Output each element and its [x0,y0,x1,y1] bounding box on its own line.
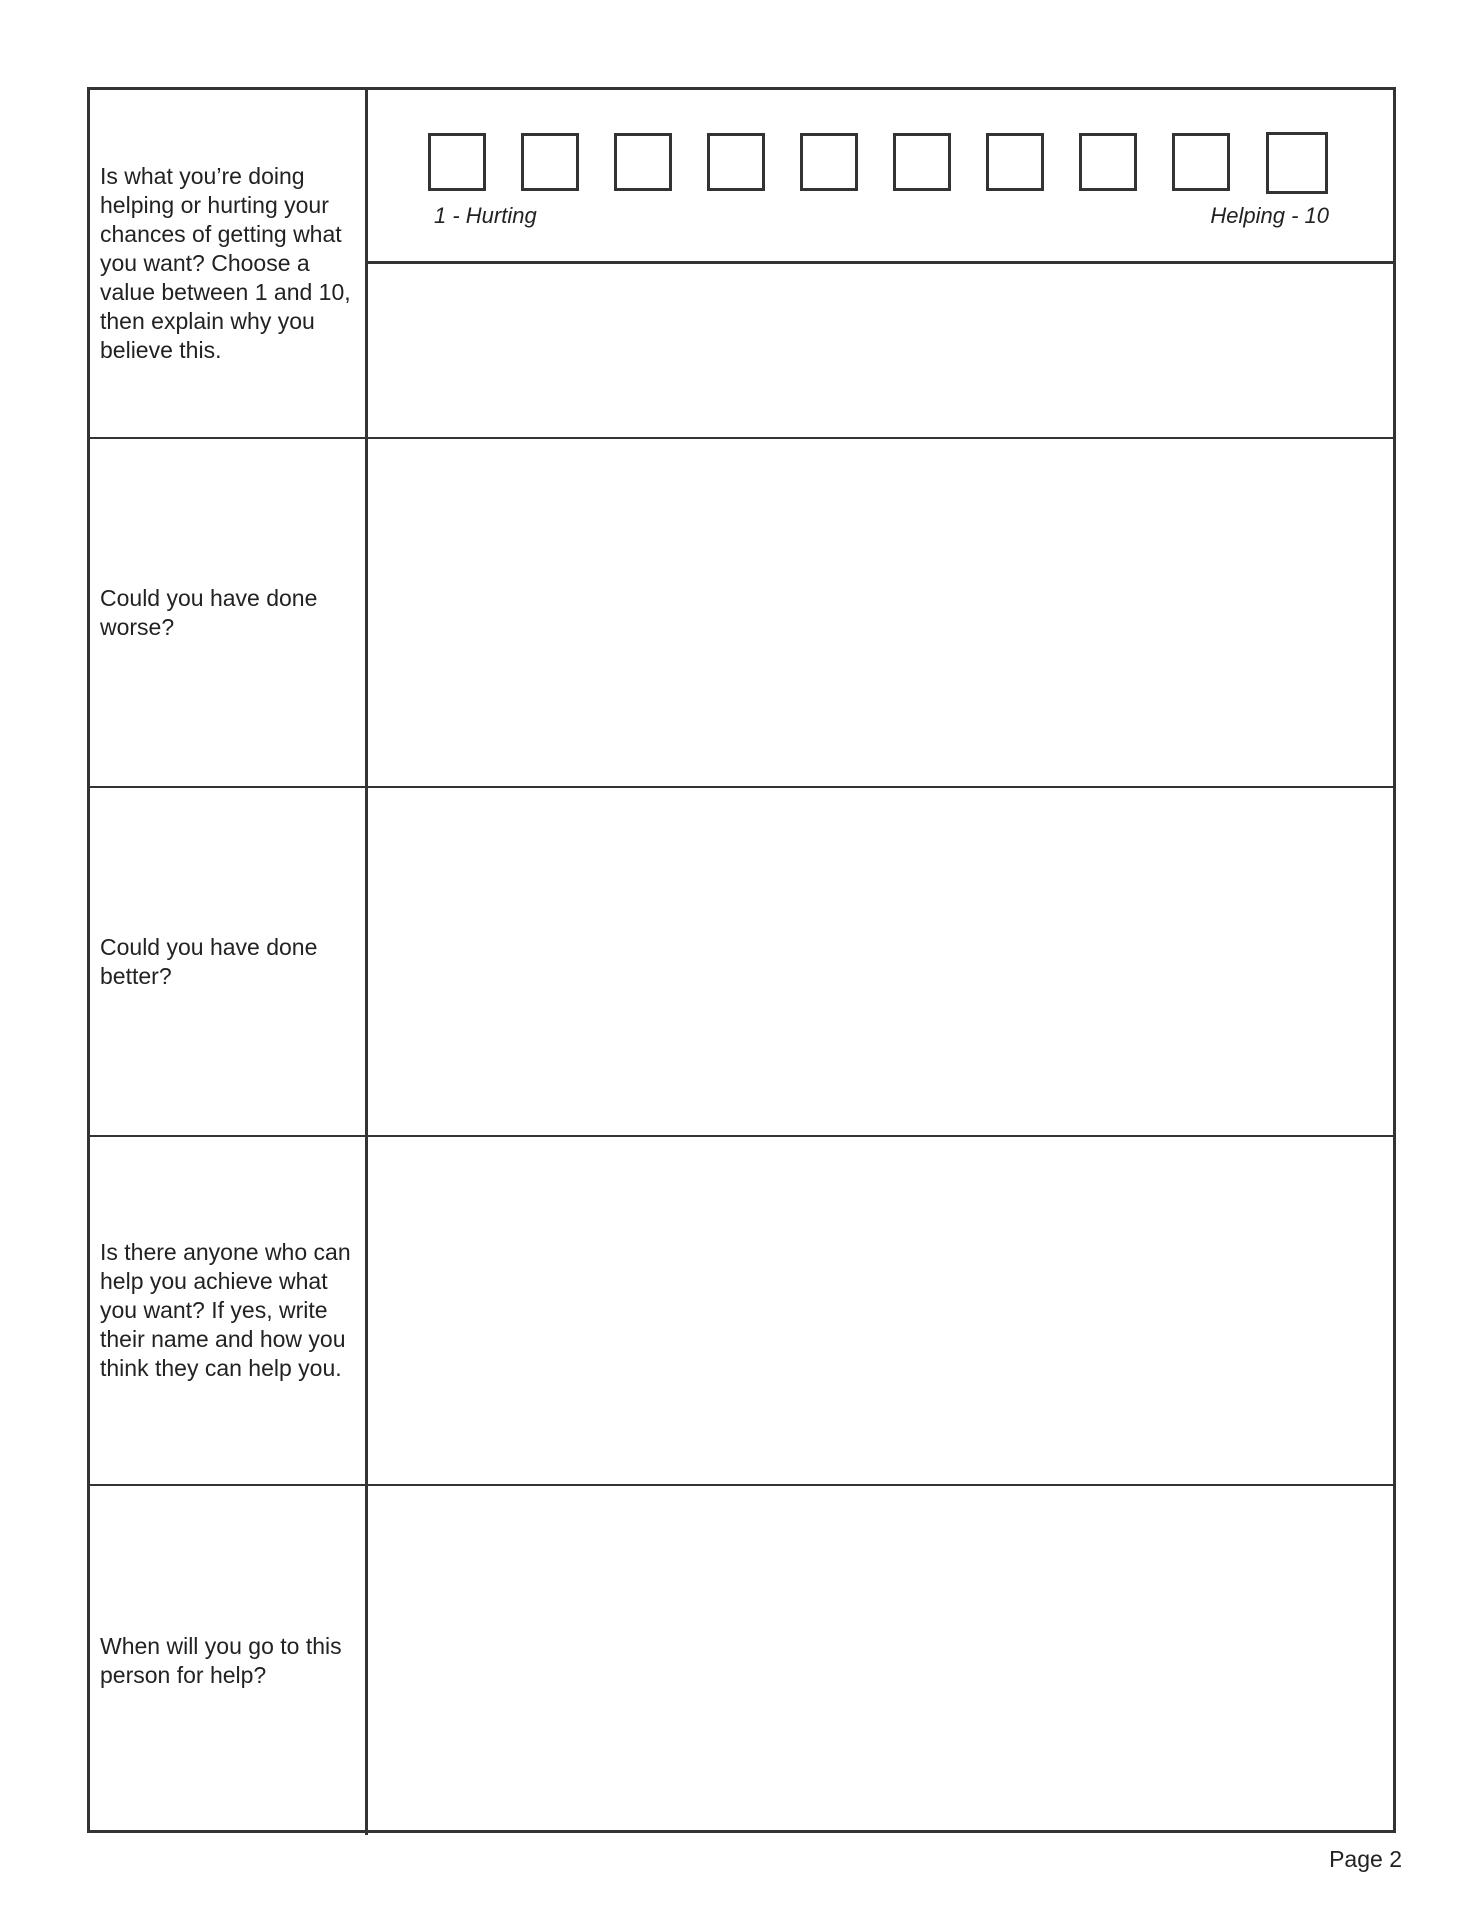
answer-field[interactable] [368,1486,1393,1835]
rating-checkbox-group [428,133,1334,197]
question-cell [90,90,368,437]
table-row [90,1137,1393,1486]
scale-low-label: 1 - Hurting [434,203,537,228]
explanation-field[interactable] [368,264,1393,437]
question-cell [90,1486,368,1835]
question-label: Could you have done worse? [100,584,318,640]
rating-checkbox-4[interactable] [707,133,765,191]
rating-scale [368,90,1393,264]
worksheet-table [87,87,1396,1833]
answer-cell [368,90,1393,437]
rating-checkbox-9[interactable] [1172,133,1230,191]
rating-checkbox-1[interactable] [428,133,486,191]
table-row [90,90,1393,439]
page-number: Page 2 [1329,1846,1402,1872]
table-row [90,439,1393,788]
rating-checkbox-3[interactable] [614,133,672,191]
rating-checkbox-6[interactable] [893,133,951,191]
question-label: Could you have done better? [100,933,318,989]
rating-checkbox-5[interactable] [800,133,858,191]
table-row [90,788,1393,1137]
question-cell [90,1137,368,1484]
answer-field[interactable] [368,788,1393,1135]
answer-field[interactable] [368,1137,1393,1484]
question-cell [90,788,368,1135]
question-label: When will you go to this person for help? [100,1632,342,1688]
rating-checkbox-10[interactable] [1266,132,1328,194]
question-label: Is there anyone who can help you achieve what you want? If yes, write their name and how you think they can help you. [100,1239,351,1381]
question-cell [90,439,368,786]
rating-checkbox-8[interactable] [1079,133,1137,191]
answer-field[interactable] [368,439,1393,786]
table-row [90,1486,1393,1835]
rating-checkbox-7[interactable] [986,133,1044,191]
rating-checkbox-2[interactable] [521,133,579,191]
question-label: Is what you’re doing helping or hurting your chances of getting what you want? Choose a value between 1 and 10, then explain why you believe this. [100,163,351,363]
scale-high-label: Helping - 10 [1210,203,1329,228]
